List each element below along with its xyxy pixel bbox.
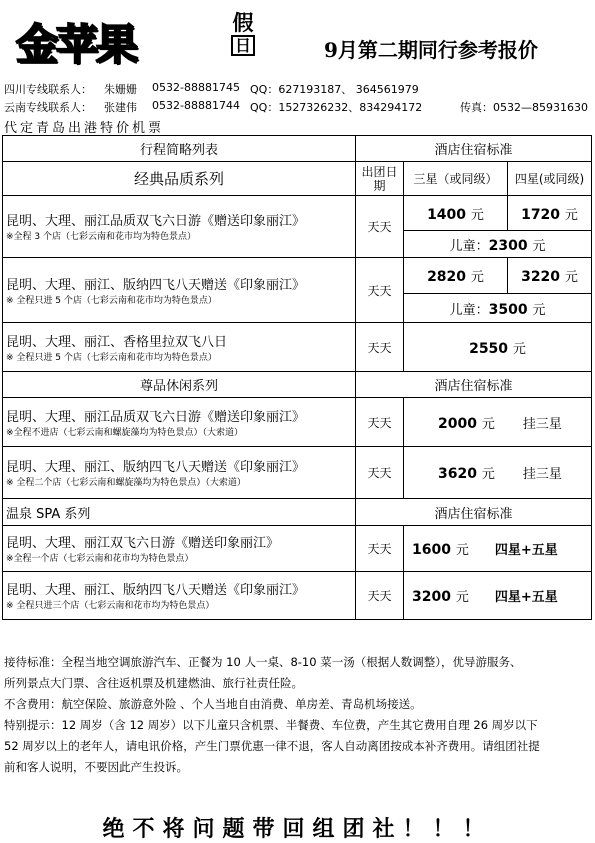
itinerary-name: 昆明、大理、丽江品质双飞六日游《赠送印象丽江》	[6, 409, 306, 425]
logo-sub-top: 假	[232, 10, 254, 35]
three-star-header: 三星（或同级）	[404, 162, 508, 196]
itinerary-header: 行程简略列表	[3, 136, 356, 162]
reception-standard: 接待标准：全程当地空调旅游汽车、正餐为 10 人一桌、8-10 菜一汤（根据人数调整），优导游服务、	[4, 655, 522, 669]
price-four-star: 3220 元	[508, 258, 592, 294]
departure-date: 天天	[356, 447, 404, 499]
price-three-star: 1400 元	[404, 196, 508, 231]
logo-sub-box: 日	[231, 35, 255, 56]
contact-fax: 传真：0532—85931630	[460, 101, 588, 114]
itinerary-name: 昆明、大理、丽江品质双飞六日游《赠送印象丽江》	[6, 214, 306, 229]
contact-name: 张建伟	[104, 101, 137, 114]
contact-qq: QQ：627193187、 364561979	[250, 83, 419, 96]
excluded-costs: 不含费用：航空保险、旅游意外险 、个人当地自由消费、单房差、青岛机场接送。	[4, 697, 422, 711]
special-tip-end: 前和客人说明，不要因此产生投诉。	[4, 760, 188, 774]
reception-standard-cont: 所列景点大门票、含往返机票及机建燃油、旅行社责任险。	[4, 676, 303, 690]
table-row	[3, 526, 356, 572]
document-title: 9月第二期同行参考报价	[324, 38, 538, 62]
price-with-level: 1600 元 四星+五星	[404, 526, 592, 572]
table-row	[3, 258, 356, 323]
departure-date: 天天	[356, 398, 404, 447]
itinerary-name: 昆明、大理、丽江、版纳四飞八天赠送《印象丽江》	[6, 583, 306, 598]
departure-date: 天天	[356, 323, 404, 372]
hotel-header: 酒店住宿标准	[356, 499, 592, 526]
itinerary-note: ※ 全程只进 5 个店（七彩云南和花市均为特色景点）	[6, 295, 217, 306]
company-logo: 金苹果	[16, 20, 137, 69]
table-row	[3, 447, 356, 499]
itinerary-name: 昆明、大理、丽江、版纳四飞八天赠送《印象丽江》	[6, 277, 306, 293]
itinerary-note: ※ 全程只进三个店（七彩云南和花市均为特色景点）	[6, 601, 215, 611]
itinerary-note: ※全程一个店（七彩云南和花市均为特色景点）	[6, 554, 194, 564]
price-child: 儿童：2300 元	[404, 231, 592, 258]
airfare-subhead: 代定青岛出港特价机票	[4, 121, 165, 136]
price-with-level: 3620 元 挂三星	[404, 447, 592, 499]
itinerary-note: ※ 全程二个店（七彩云南和螺旋藻均为特色景点）（大索道）	[6, 478, 246, 488]
classic-series-title: 经典品质系列	[3, 162, 356, 196]
departure-date: 天天	[356, 572, 404, 620]
itinerary-note: ※全程不进店（七彩云南和螺旋藻均为特色景点）（大索道）	[6, 427, 244, 438]
special-tip: 特别提示：12 周岁（含 12 周岁）以下儿童只含机票、半餐费、车位费，产生其它费用自理 26 周岁以下	[4, 718, 538, 732]
table-row	[3, 196, 356, 258]
price-single: 2550 元	[404, 323, 592, 372]
itinerary-note: ※ 全程只进 5 个店（七彩云南和花市均为特色景点）	[6, 352, 217, 363]
four-star-header: 四星(或同级)	[508, 162, 592, 196]
departure-date: 天天	[356, 526, 404, 572]
departure-date: 天天	[356, 196, 404, 258]
spa-series-title: 温泉 SPA 系列	[3, 499, 356, 526]
slogan: 绝不将问题带回组团社！！！	[102, 817, 493, 842]
table-row	[3, 572, 356, 620]
contact-qq: QQ：1527326232、834294172	[250, 101, 423, 114]
price-child: 儿童：3500 元	[404, 294, 592, 323]
itinerary-name: 昆明、大理、丽江、版纳四飞八天赠送《印象丽江》	[6, 460, 306, 475]
hotel-header: 酒店住宿标准	[356, 372, 592, 398]
logo-holiday-mark	[226, 12, 260, 56]
price-table	[2, 135, 592, 620]
departure-date-header: 出团日期	[356, 162, 404, 196]
price-with-level: 2000 元 挂三星	[404, 398, 592, 447]
terms-section	[4, 652, 584, 778]
header	[0, 0, 595, 80]
price-three-star: 2820 元	[404, 258, 508, 294]
contact-phone: 0532-88881745	[152, 81, 240, 94]
contact-phone: 0532-88881744	[152, 99, 240, 112]
contact-label: 云南专线联系人：	[4, 101, 92, 114]
leisure-series-title: 尊品休闲系列	[3, 372, 356, 398]
special-tip-cont: 52 周岁以上的老年人，请电讯价格，产生门票优惠一律不退，客人自动离团按成本补齐费用。请组团社提	[4, 739, 540, 753]
itinerary-name: 昆明、大理、丽江双飞六日游《赠送印象丽江》	[6, 536, 280, 551]
itinerary-name: 昆明、大理、丽江、香格里拉双飞八日	[6, 334, 228, 350]
contact-name: 朱姗姗	[104, 83, 137, 96]
contact-label: 四川专线联系人：	[4, 83, 92, 96]
price-with-level: 3200 元 四星+五星	[404, 572, 592, 620]
table-row	[3, 323, 356, 372]
price-four-star: 1720 元	[508, 196, 592, 231]
departure-date: 天天	[356, 258, 404, 323]
hotel-header: 酒店住宿标准	[356, 136, 592, 162]
table-row	[3, 398, 356, 447]
itinerary-note: ※全程 3 个店（七彩云南和花市均为特色景点）	[6, 232, 196, 242]
